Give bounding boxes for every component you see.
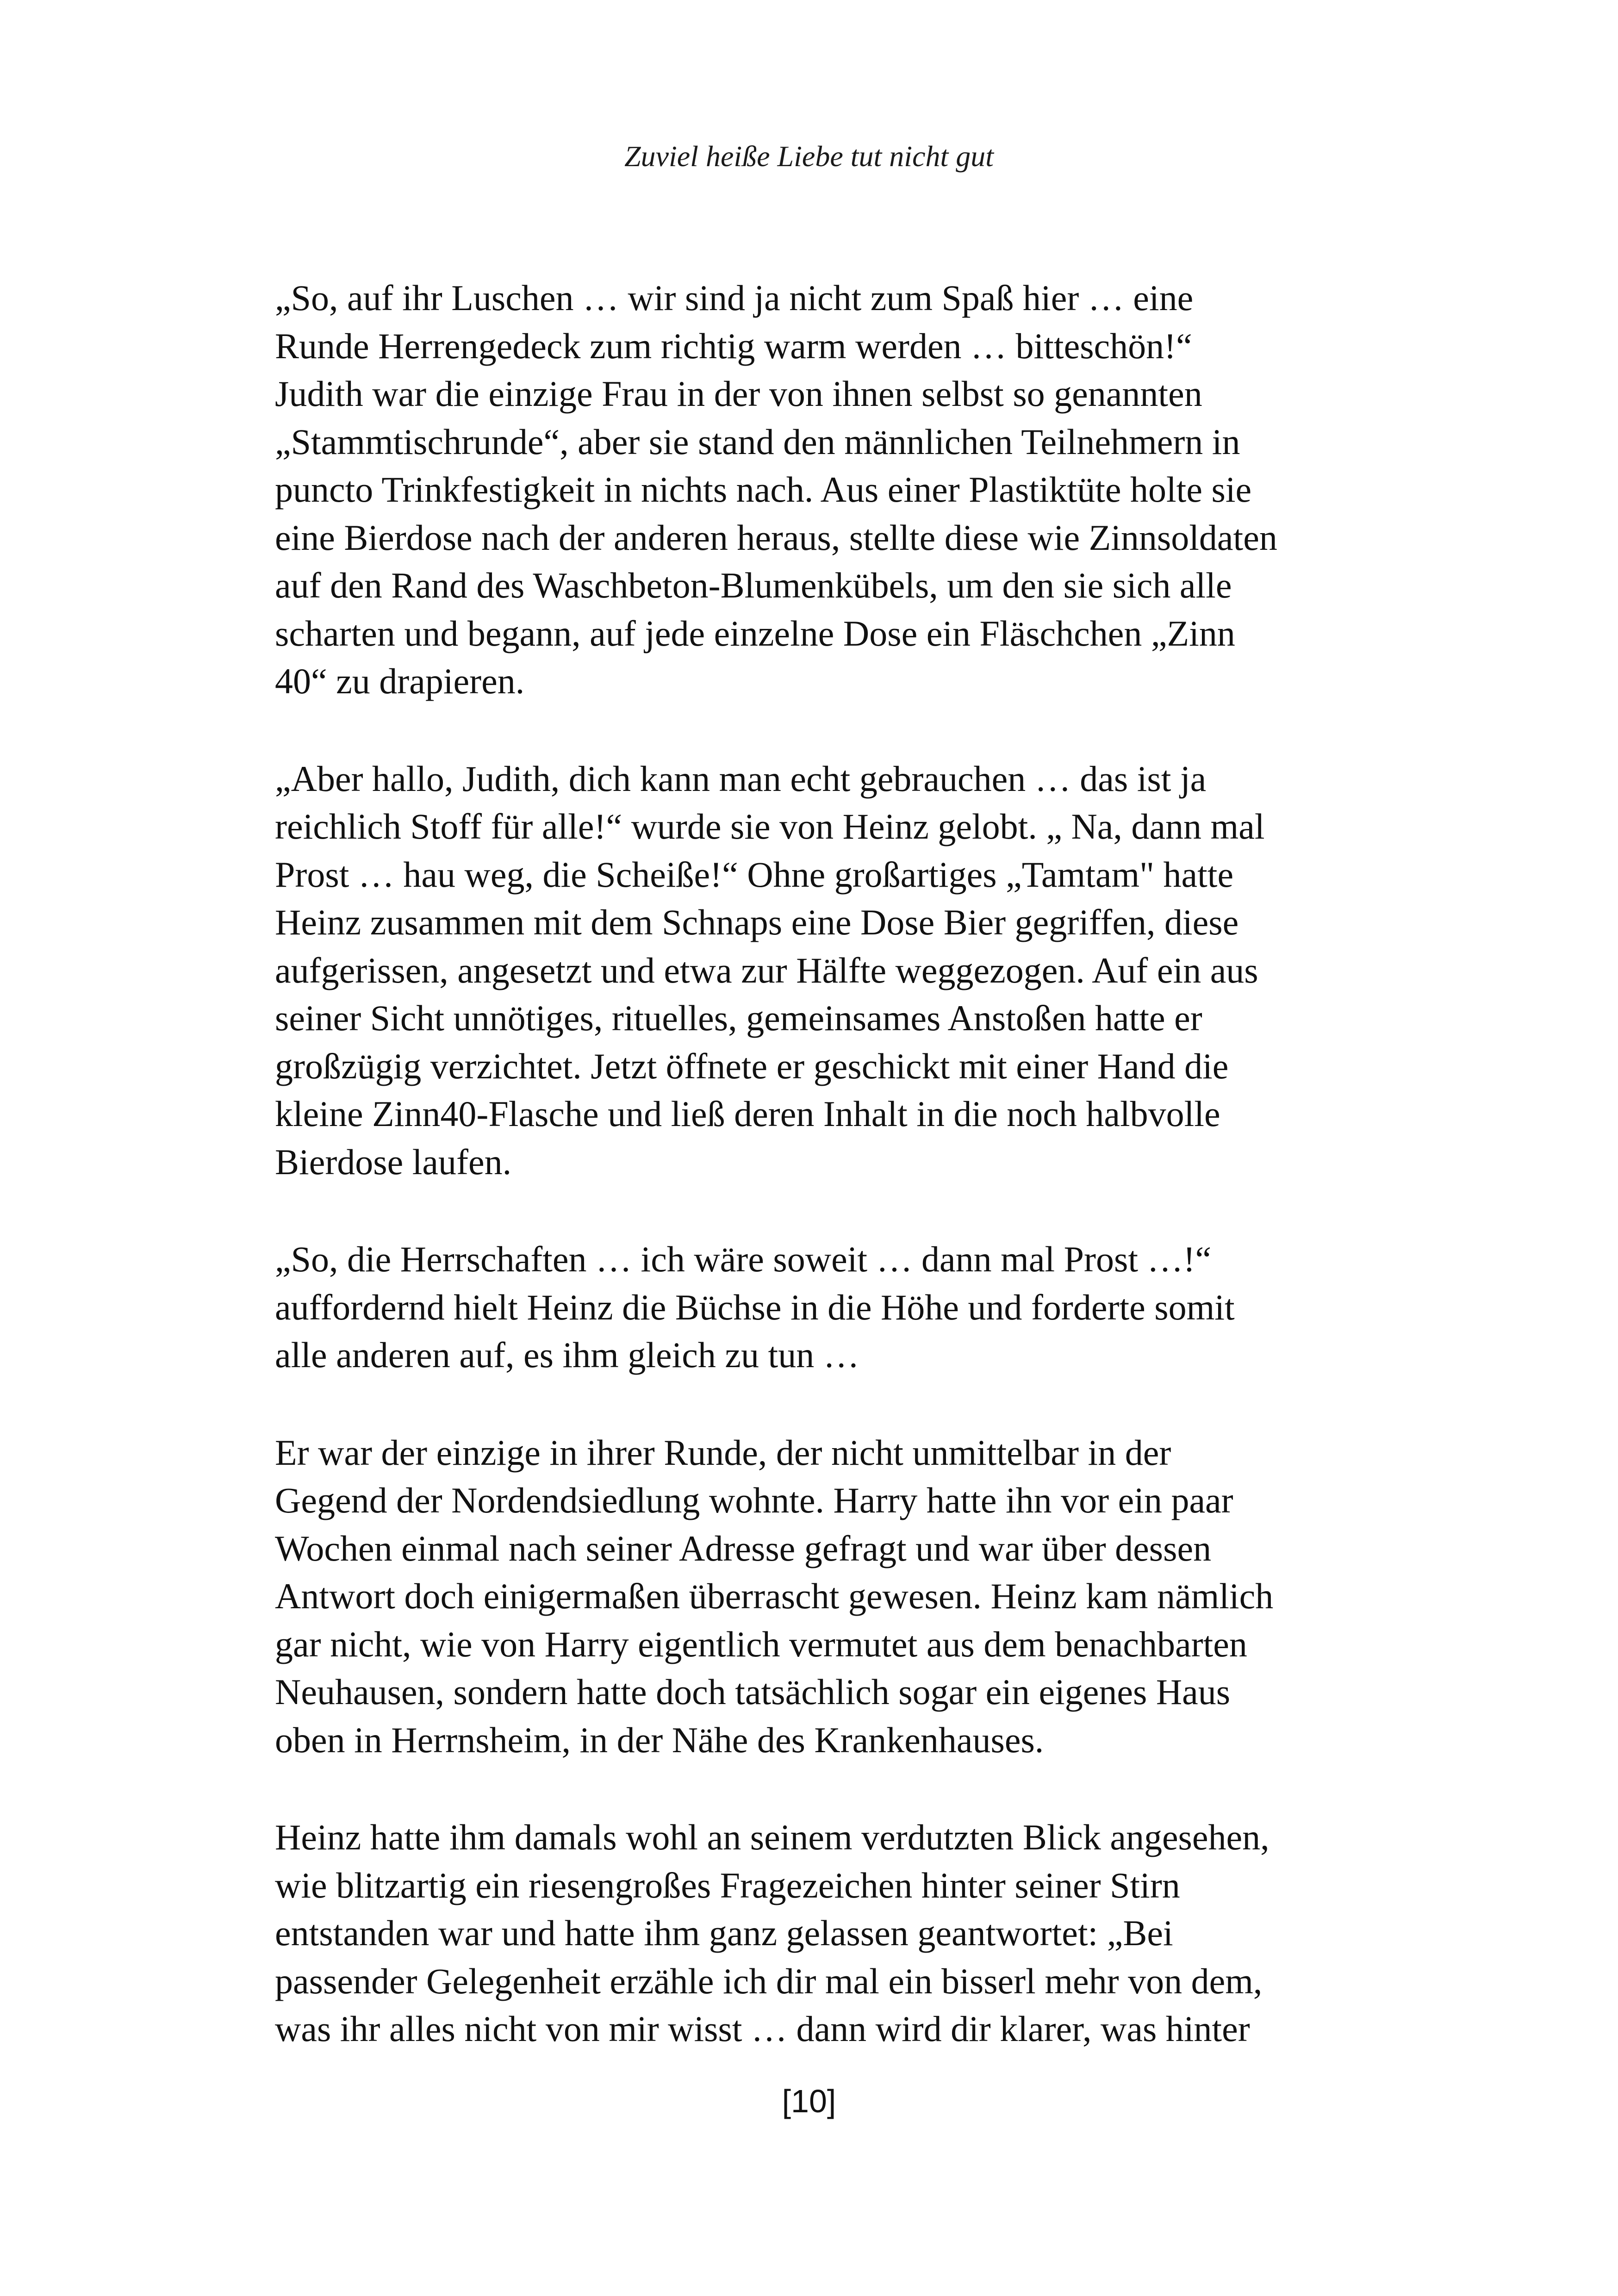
text-line: 40“ zu drapieren.	[275, 661, 525, 701]
text-line: großzügig verzichtet. Jetzt öffnete er geschickt mit einer Hand die	[275, 1045, 1229, 1086]
text-line: scharten und begann, auf jede einzelne Dose ein Fläschchen „Zinn	[275, 613, 1235, 653]
text-line: Gegend der Nordendsiedlung wohnte. Harry hatte ihn vor ein paar	[275, 1480, 1233, 1520]
text-line: auf den Rand des Waschbeton-Blumenkübels, um den sie sich alle	[275, 565, 1232, 605]
text-line: Er war der einzige in ihrer Runde, der nicht unmittelbar in der	[275, 1432, 1171, 1473]
text-line: alle anderen auf, es ihm gleich zu tun …	[275, 1335, 859, 1375]
text-line: Bierdose laufen.	[275, 1141, 512, 1182]
text-line: Judith war die einzige Frau in der von ihnen selbst so genannten	[275, 373, 1202, 414]
text-line: „So, die Herrschaften … ich wäre soweit … dann mal Prost …!“	[275, 1239, 1212, 1279]
text-line: „Stammtischrunde“, aber sie stand den männlichen Teilnehmern in	[275, 421, 1240, 462]
body-text	[275, 274, 1367, 2103]
text-line: gar nicht, wie von Harry eigentlich vermutet aus dem benachbarten	[275, 1624, 1247, 1664]
text-line: aufgerissen, angesetzt und etwa zur Hälfte weggezogen. Auf ein aus	[275, 950, 1258, 990]
text-line: auffordernd hielt Heinz die Büchse in die Höhe und forderte somit	[275, 1287, 1235, 1327]
paragraph	[275, 274, 1367, 705]
text-line: passender Gelegenheit erzähle ich dir mal ein bisserl mehr von dem,	[275, 1960, 1263, 2001]
text-line: puncto Trinkfestigkeit in nichts nach. Aus einer Plastiktüte holte sie	[275, 469, 1252, 510]
text-line: Heinz zusammen mit dem Schnaps eine Dose Bier gegriffen, diese	[275, 902, 1239, 942]
text-line: oben in Herrnsheim, in der Nähe des Krankenhauses.	[275, 1719, 1044, 1760]
paragraph	[275, 1429, 1367, 1764]
text-line: „So, auf ihr Luschen … wir sind ja nicht zum Spaß hier … eine	[275, 278, 1194, 318]
text-line: kleine Zinn40-Flasche und ließ deren Inhalt in die noch halbvolle	[275, 1094, 1220, 1134]
text-line: reichlich Stoff für alle!“ wurde sie von Heinz gelobt. „ Na, dann mal	[275, 806, 1265, 846]
text-line: „Aber hallo, Judith, dich kann man echt gebrauchen … das ist ja	[275, 758, 1207, 799]
text-line: was ihr alles nicht von mir wisst … dann wird dir klarer, was hinter	[275, 2009, 1250, 2049]
text-line: Runde Herrengedeck zum richtig warm werden … bitteschön!“	[275, 325, 1192, 366]
paragraph	[275, 755, 1367, 1186]
running-header: Zuviel heiße Liebe tut nicht gut	[624, 140, 994, 173]
text-line: Prost … hau weg, die Scheiße!“ Ohne großartiges „Tamtam" hatte	[275, 854, 1234, 895]
text-line: entstanden war und hatte ihm ganz gelassen geantwortet: „Bei	[275, 1913, 1173, 1953]
text-line: Wochen einmal nach seiner Adresse gefragt und war über dessen	[275, 1528, 1212, 1568]
text-line: wie blitzartig ein riesengroßes Fragezeichen hinter seiner Stirn	[275, 1865, 1180, 1905]
text-line: eine Bierdose nach der anderen heraus, stellte diese wie Zinnsoldaten	[275, 517, 1277, 558]
page-number: [10]	[782, 2083, 836, 2119]
text-line: seiner Sicht unnötiges, rituelles, gemeinsames Anstoßen hatte er	[275, 998, 1202, 1038]
text-line: Antwort doch einigermaßen überrascht gewesen. Heinz kam nämlich	[275, 1576, 1274, 1616]
paragraph	[275, 1235, 1367, 1379]
text-line: Heinz hatte ihm damals wohl an seinem verdutzten Blick angesehen,	[275, 1817, 1270, 1857]
paragraph	[275, 1813, 1367, 2053]
text-line: Neuhausen, sondern hatte doch tatsächlich sogar ein eigenes Haus	[275, 1672, 1231, 1712]
